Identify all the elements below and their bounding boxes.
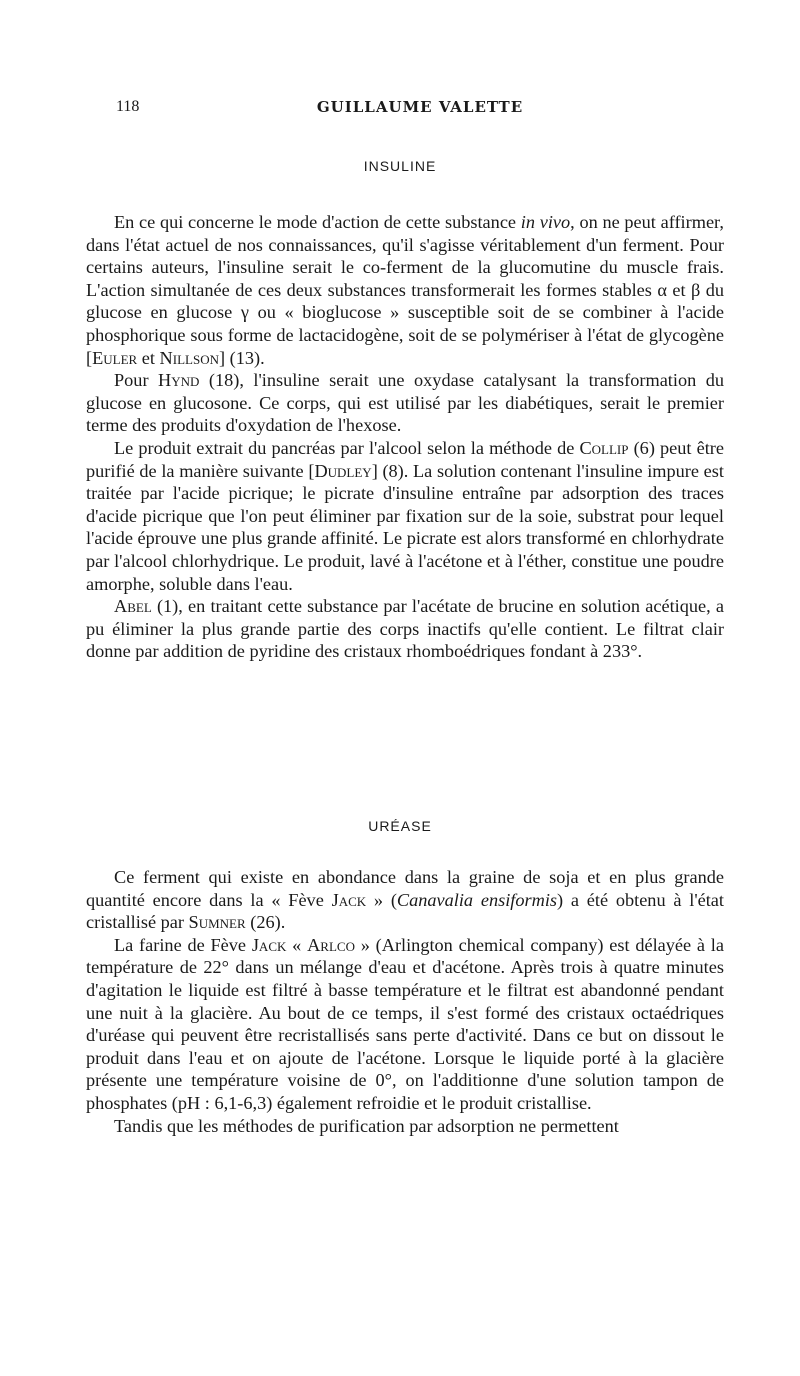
paragraph <box>86 369 724 437</box>
author-name: Abel <box>114 596 152 617</box>
text-run: et <box>137 347 160 368</box>
running-head: GUILLAUME VALETTE <box>316 98 524 116</box>
author-name: Jack <box>251 934 287 955</box>
paragraph <box>86 437 724 595</box>
text-run: , on ne peut affirmer, dans l'état actuel de nos connaissances, qu'il s'agisse véritablement d'un ferment. Pour certains auteurs, l'insuline serait le co-ferment de la glucomutine du muscle frais. L'action simultanée de ces deux substances transformerait les formes stables α et β du glucose en glucose γ ou « bioglucose » susceptible soit de se combiner à l'acide phosphorique sous forme de lactacidogène, soit de se polymériser à l'état de glycogène [ <box>86 212 724 368</box>
paragraph <box>86 211 724 369</box>
section-title-urease: URÉASE <box>368 818 432 834</box>
author-name: Jack <box>331 889 367 910</box>
paragraph <box>86 934 724 1115</box>
page-number: 118 <box>116 98 140 115</box>
author-name: Arlco <box>307 934 355 955</box>
author-name: Euler <box>92 347 138 368</box>
author-name: Collip <box>579 437 629 458</box>
text-run: » ( <box>366 889 397 910</box>
paragraph <box>86 595 724 663</box>
text-run: ] (8). La solution contenant l'insuline impure est traitée par l'acide picrique; le picrate d'insuline entraîne par adsorption des traces d'acide picrique que l'on peut éliminer par fixation sur de la soie, substrat pour lequel l'acide éprouve une plus grande affinité. Le picrate est alors transformé en chlorhydrate par l'alcool chlorhydrique. Le produit, lavé à l'acétone et à l'éther, constitue une poudre amorphe, soluble dans l'eau. <box>86 460 724 594</box>
paragraph <box>86 1115 724 1138</box>
text-run: Ce ferment qui existe en abondance dans la graine de soja et en plus grande quantité encore dans la « Fève <box>86 867 724 910</box>
italic-text: in vivo <box>520 212 571 232</box>
paragraph <box>86 866 724 934</box>
text-run: Pour <box>114 370 159 391</box>
text-run: Le produit extrait du pancréas par l'alcool selon la méthode de <box>114 437 580 458</box>
section-title-insuline: INSULINE <box>363 158 437 174</box>
author-name: Hynd <box>158 370 200 391</box>
text-run: ] (13). <box>218 347 265 368</box>
author-name: Dudley <box>314 460 372 481</box>
text-run: ) a été obtenu à l'état cristallisé par <box>86 889 724 933</box>
text-run: En ce qui concerne le mode d'action de cette substance <box>114 212 521 232</box>
text-run: (18), l'insuline serait une oxydase catalysant la transformation du glucose en glucosone. Ce corps, qui est utilisé par les diabétiques, serait le premier terme des produits d'oxydation de l'hexose. <box>86 370 725 436</box>
text-run: (6) peut être purifié de la manière suivante [ <box>86 437 724 481</box>
text-run: (26). <box>245 912 286 933</box>
text-run: (1), en traitant cette substance par l'acétate de brucine en solution acétique, a pu éliminer la plus grande partie des corps inactifs qu'elle contient. Le filtrat clair donne par addition de pyridine des cristaux rhomboédriques fondant à 233°. <box>86 596 724 662</box>
author-name: Sumner <box>188 912 246 933</box>
italic-text: Canavalia ensiformis <box>396 889 558 910</box>
section-body-urease <box>86 866 724 1137</box>
text-run: « <box>286 934 308 955</box>
text-run: La farine de Fève <box>114 934 252 955</box>
text-run: Tandis que les méthodes de purification par adsorption ne permettent <box>114 1115 619 1136</box>
author-name: Nillson <box>159 347 219 368</box>
page-header <box>116 98 724 122</box>
text-run: » (Arlington chemical company) est délayée à la température de 22° dans un mélange d'eau et d'acétone. Après trois à quatre minutes d'agitation le liquide est filtré à basse température et le filtrat est abandonné pendant une nuit à la glacière. Au bout de ce temps, il s'est formé des cristaux octaédriques d'uréase qui peuvent être recristallisés sans perte d'activité. Dans ce but on dissout le produit dans l'eau et on ajoute de l'acétone. Lorsque le liquide porté à la glacière présente une température voisine de 0°, on l'additionne d'une solution tampon de phosphates (pH : 6,1-6,3) également refroidie et le produit cristallise. <box>86 934 724 1113</box>
section-body-insuline <box>86 211 724 663</box>
